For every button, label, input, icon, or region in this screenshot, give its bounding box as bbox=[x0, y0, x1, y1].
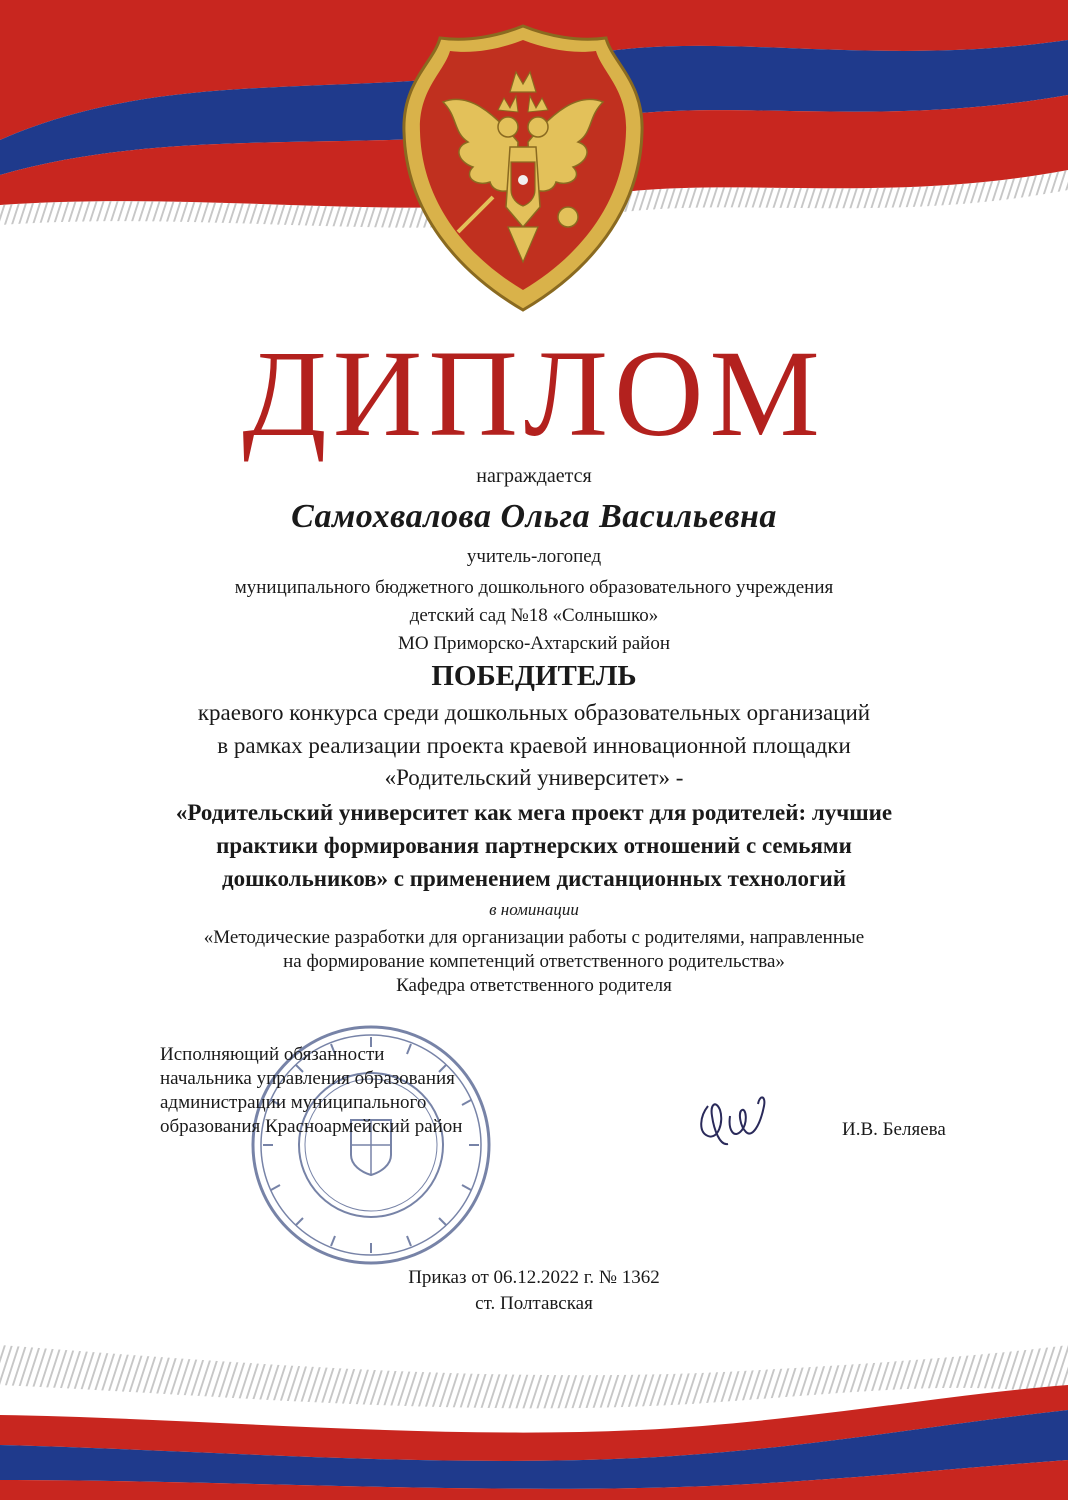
awarded-label: награждается bbox=[476, 465, 592, 487]
nomination-line2: на формирование компетенций ответственного родительства» bbox=[283, 951, 785, 972]
bottom-hatch-strip bbox=[0, 1345, 1068, 1408]
nomination-label: в номинации bbox=[489, 900, 579, 919]
contest-title-line3: дошкольников» с применением дистанционных технологий bbox=[221, 866, 847, 891]
recipient-org-line1: муниципального бюджетного дошкольного образовательного учреждения bbox=[234, 577, 834, 598]
order-reference: Приказ от 06.12.2022 г. № 1362 bbox=[408, 1267, 660, 1288]
signatory-line2: начальника управления образования bbox=[160, 1068, 455, 1089]
contest-line3: «Родительский университет» - bbox=[384, 765, 684, 790]
signatory-line1: Исполняющий обязанности bbox=[160, 1044, 385, 1065]
handwritten-signature-icon bbox=[690, 1086, 780, 1152]
recipient-org-line3: МО Приморско-Ахтарский район bbox=[397, 633, 671, 654]
nomination-line3: Кафедра ответственного родителя bbox=[396, 975, 672, 996]
contest-line1: краевого конкурса среди дошкольных образовательных организаций bbox=[197, 700, 871, 725]
signatory-line4: образования Красноармейский район bbox=[160, 1116, 463, 1137]
recipient-name: Самохвалова Ольга Васильевна bbox=[291, 498, 777, 535]
russian-coat-of-arms-icon bbox=[398, 22, 648, 314]
recipient-org-line2: детский сад №18 «Солнышко» bbox=[409, 605, 659, 626]
contest-title-line2: практики формирования партнерских отношений с семьями bbox=[216, 833, 852, 858]
issue-place: ст. Полтавская bbox=[475, 1293, 593, 1314]
nomination-line1: «Методические разработки для организации работы с родителями, направленные bbox=[203, 927, 865, 948]
signatory-name: И.В. Беляева bbox=[842, 1119, 946, 1140]
contest-title-line1: «Родительский университет как мега проект для родителей: лучшие bbox=[175, 800, 893, 825]
winner-status: ПОБЕДИТЕЛЬ bbox=[431, 660, 637, 692]
signatory-line3: администрации муниципального bbox=[160, 1092, 427, 1113]
signatory-title-block bbox=[160, 1043, 462, 1139]
diploma-title: ДИПЛОМ bbox=[242, 325, 826, 462]
recipient-position: учитель-логопед bbox=[466, 546, 602, 567]
contest-line2: в рамках реализации проекта краевой инновационной площадки bbox=[217, 733, 851, 758]
